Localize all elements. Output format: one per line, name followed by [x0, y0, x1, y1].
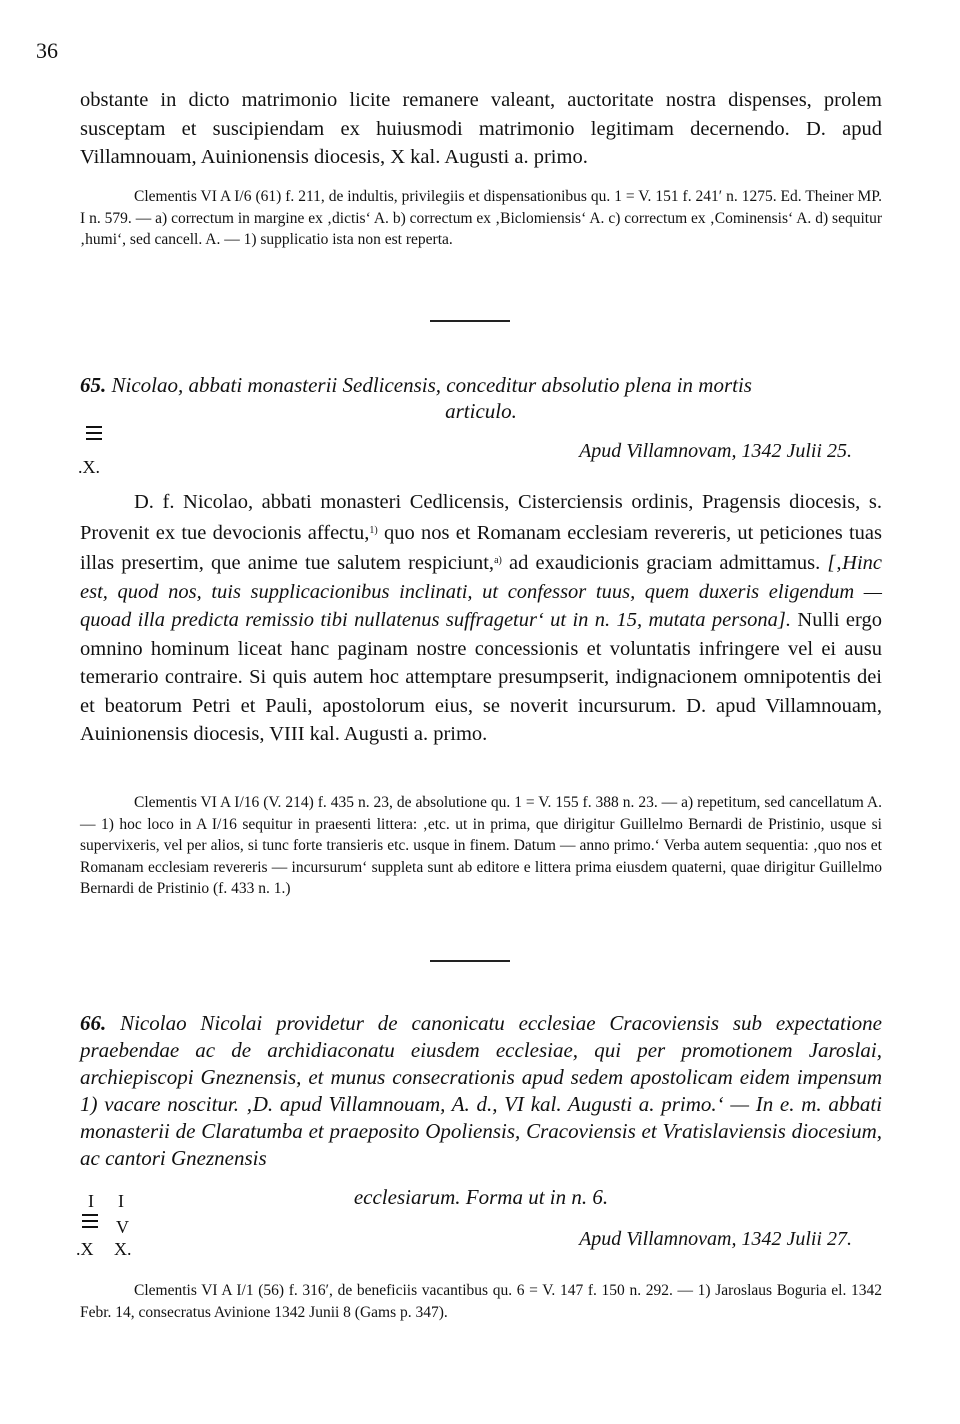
doc-66-mark-mid: V — [116, 1217, 129, 1237]
doc-66-dateline: Apud Villamnovam, 1342 Julii 27. — [579, 1228, 852, 1250]
section-divider — [430, 320, 510, 322]
section-divider-2 — [430, 960, 510, 962]
doc-66-footnotes: Clementis VI A I/1 (56) f. 316′, de beneficiis vacantibus qu. 6 = V. 147 f. 150 n. 292. — 1) Jaroslaus Boguria el. 1342 Febr. 14, consecratus Avinione 1342 Junii 8 (Gams p. 347). — [80, 1282, 882, 1321]
footnote-ref-1: 1) — [369, 524, 378, 536]
doc-66-heading — [80, 1010, 882, 1172]
doc-66-mark-bottom: X. — [114, 1239, 132, 1259]
doc-65-heading-end: articulo. — [445, 399, 517, 423]
doc-66-bar-mark — [82, 1214, 98, 1232]
doc-65-body-a: D. f. Nicolao, abbati monasteri Cedlicensis, Cisterciensis ordinis, Pragensis diocesis, s. Provenit ex tue devocionis affectu, — [80, 491, 882, 544]
doc-65-body-b: quo nos et Romanam ecclesiam revereris, ut peticiones tuas illas presertim, que anime tue salutem respiciunt, — [80, 521, 883, 574]
doc-66-number: 66. — [80, 1011, 107, 1035]
doc-65-body — [80, 488, 882, 749]
doc-66-mark-top-right: I — [118, 1191, 124, 1211]
doc-65-body-italic: [‚Hinc est, quod nos, tuis supplicacionibus inclinati, ut confessor tuus, quem duxeris eligendum — quoad illa predicta remissio tibi nullatenus suffragetur‘ ut in n. 15, mutata persona]. — [80, 552, 883, 631]
doc-65-body-c: ad exaudicionis graciam admittamus. — [509, 552, 821, 574]
doc-66-mark-top: I — [88, 1191, 94, 1211]
doc-65-bar-mark — [86, 426, 102, 444]
doc-65-number: 65. — [80, 373, 107, 397]
doc-65-heading — [80, 372, 882, 399]
doc-66-heading-end: ecclesiarum. Forma ut in n. 6. — [353, 1185, 609, 1209]
doc-65-mark: .X. — [78, 457, 100, 477]
doc-65-heading-text: Nicolao, abbati monasterii Sedlicensis, conceditur absolutio plena in mortis — [111, 373, 752, 397]
doc-65-dateline: Apud Villamnovam, 1342 Julii 25. — [579, 440, 852, 462]
page-number: 36 — [36, 38, 58, 63]
doc-66-heading-text: Nicolao Nicolai providetur de canonicatu ecclesiae Cracoviensis sub expectatione praebendae ac de archidiaconatu eiusdem ecclesiae, qui per promotionem Jaroslai, archiepiscopi Gneznensis, et munus consecrationis apud sedem apostolicam eidem impensum 1) vacare noscitur. ‚D. apud Villamnouam, A. d., VI kal. Augusti a. primo.‘ — In e. m. abbati monasterii de Claratumba et praeposito Opoliensis, Cracoviensis et Vratislaviensis diocesium, ac cantori Gneznensis — [80, 1011, 883, 1170]
footnote-block-64: Clementis VI A I/6 (61) f. 211, de indultis, privilegiis et dispensationibus qu. 1 = V. 151 f. 241′ n. 1275. Ed. Theiner MP. I n. 579. — a) correctum in margine ex ‚dictis‘ A. b) correctum ex ‚Biclomiensis‘ A. c) correctum ex ‚Cominensis‘ A. d) sequitur ‚humi‘, sed cancell. A. — 1) supplicatio ista non est reperta. — [80, 188, 882, 248]
paragraph-continuation: obstante in dicto matrimonio licite remanere valeant, auctoritate nostra dispenses, prolem susceptam et suscipiendam ex huiusmodi matrimonio legitimam decernendo. D. apud Villamnouam, Auinionensis diocesis, X kal. Augusti a. primo. — [80, 89, 882, 168]
doc-65-footnotes: Clementis VI A I/16 (V. 214) f. 435 n. 23, de absolutione qu. 1 = V. 155 f. 388 n. 23. — a) repetitum, sed cancellatum A. — 1) hoc loco in A I/16 sequitur in praesenti littera: ‚etc. ut in prima, que dirigitur Guillelmo Bernardi de Pristinio, usque si supervixeris, vel per alios, si tunc forte transieris etc. usque in finem. Datum — anno primo.‘ Verba autem sequentia: ‚quo nos et Romanam ecclesiam revereris — incursurum‘ suppleta sunt ab editore e littera prima eiusdem quaterni, quae dirigitur Guillelmo Bernardi de Pristinio (f. 433 n. 1.) — [80, 794, 882, 897]
doc-65-body-d: Nulli ergo omnino hominum liceat hanc paginam nostre concessionis et voluntatis infringere vel ei ausu temerario contraire. Si quis autem hoc attemptare presumpserit, indignacionem omnipotentis dei et beatorum Petri et Pauli, apostolorum eius, se noverit incursurum. D. apud Villamnouam, Auinionensis diocesis, VIII kal. Augusti a. primo. — [80, 609, 882, 745]
footnote-ref-a: a) — [494, 555, 502, 566]
doc-66-mark-left: .X — [76, 1239, 94, 1259]
